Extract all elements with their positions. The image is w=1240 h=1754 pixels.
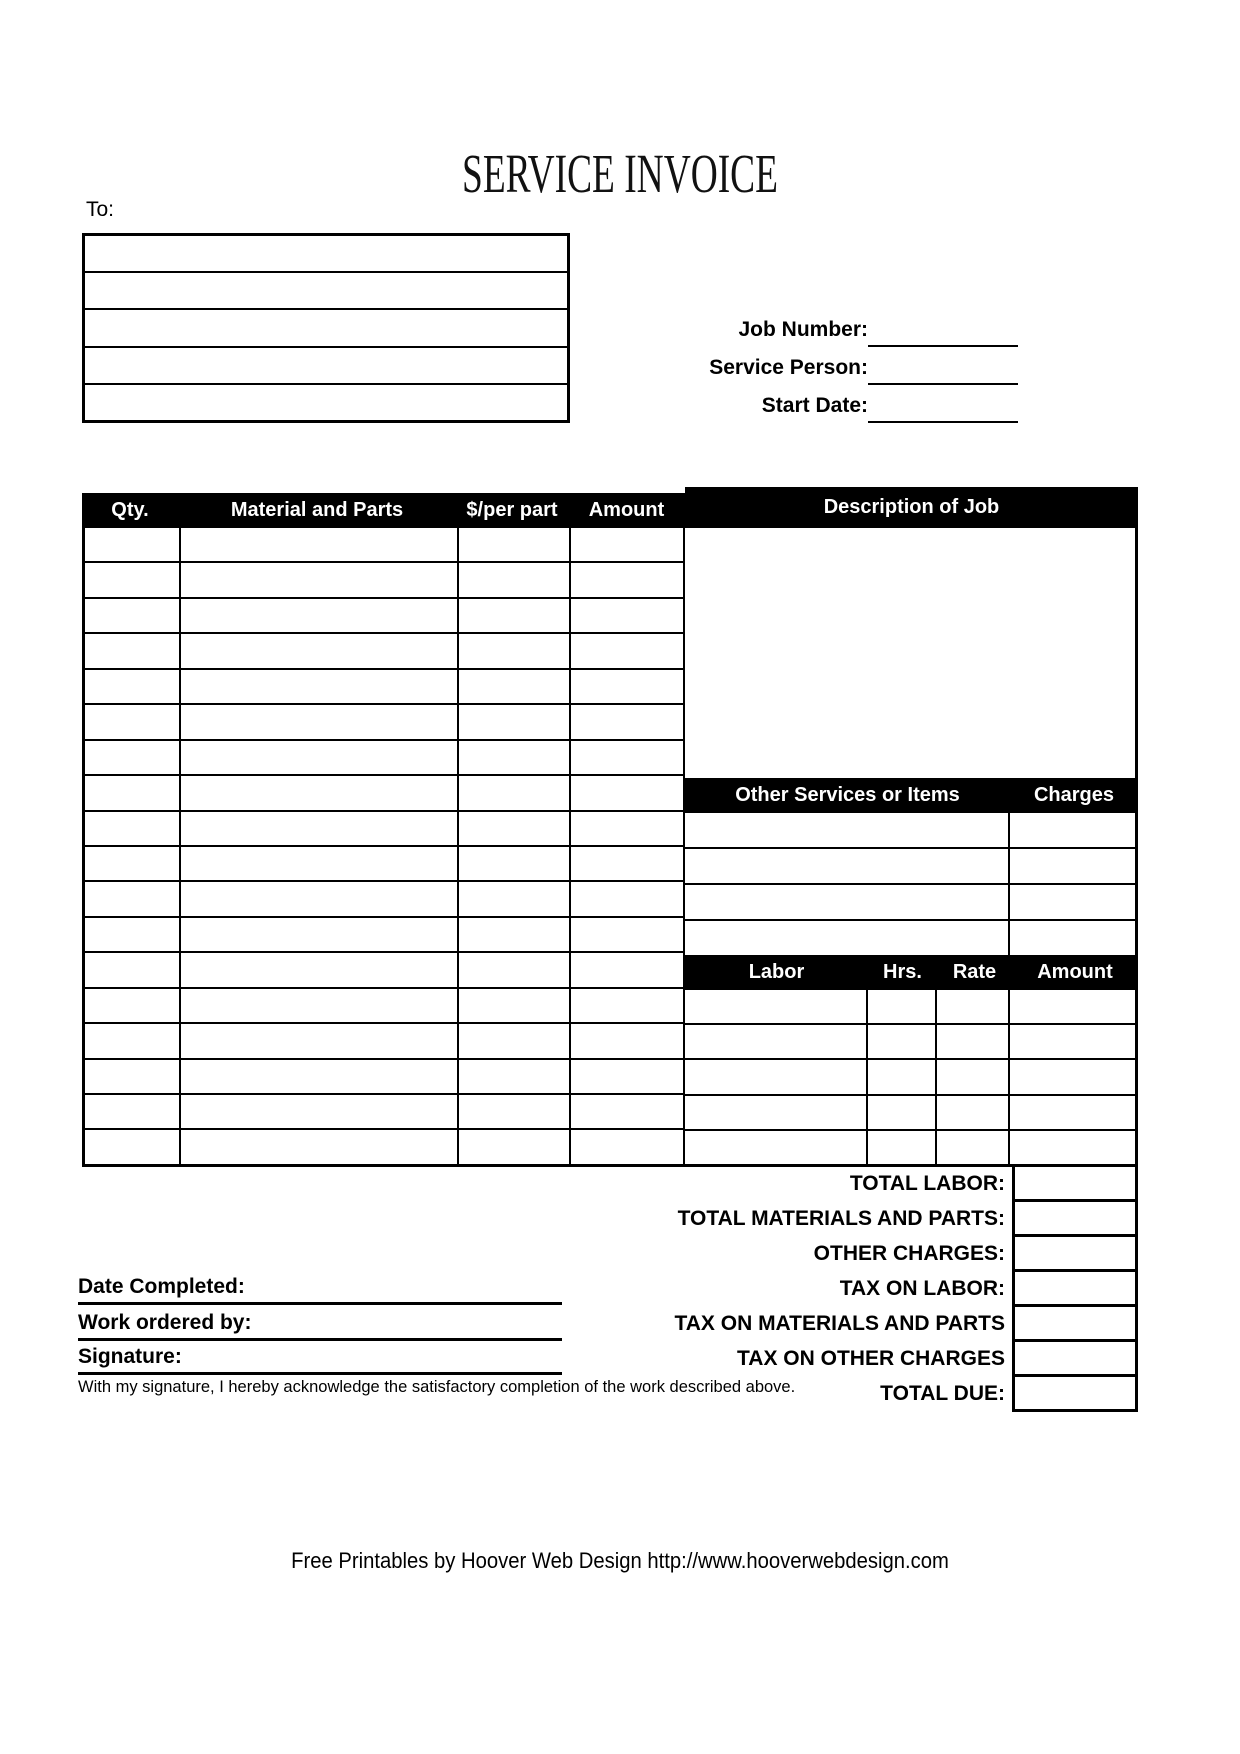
parts-cell-material[interactable] (181, 953, 459, 986)
tax-on-other-charges-box[interactable] (1012, 1342, 1138, 1377)
total-materials-row (400, 1202, 1138, 1237)
parts-cell-per-part[interactable] (459, 776, 571, 809)
parts-cell-amount[interactable] (571, 599, 683, 632)
labor-cell-rate[interactable] (937, 1025, 1010, 1058)
parts-cell-material[interactable] (181, 705, 459, 738)
start-date-label: Start Date: (761, 394, 868, 417)
to-address-row[interactable] (85, 271, 567, 308)
parts-cell-amount[interactable] (571, 670, 683, 703)
parts-cell-material[interactable] (181, 670, 459, 703)
parts-cell-qty[interactable] (85, 634, 181, 667)
parts-table-row (85, 774, 683, 809)
service-person-line[interactable] (868, 353, 1018, 385)
charges-label: Charges (1033, 784, 1115, 806)
parts-cell-material[interactable] (181, 1130, 459, 1163)
parts-table-header (82, 493, 685, 528)
parts-header-per-part: $/per part (466, 499, 558, 521)
parts-cell-amount[interactable] (571, 705, 683, 738)
total-due-box[interactable] (1012, 1377, 1138, 1412)
job-fields (600, 309, 1018, 423)
labor-cell-hrs[interactable] (868, 1060, 937, 1093)
labor-table-row (685, 1094, 1135, 1129)
labor-cell-labor[interactable] (685, 990, 868, 1023)
parts-table-row (85, 1058, 683, 1093)
parts-cell-qty[interactable] (85, 1060, 181, 1093)
parts-table-row (85, 987, 683, 1022)
parts-cell-qty[interactable] (85, 882, 181, 915)
labor-header-hrs: Hrs. (883, 961, 922, 983)
parts-cell-amount[interactable] (571, 1060, 683, 1093)
parts-cell-amount[interactable] (571, 812, 683, 845)
signature-disclaimer: With my signature, I hereby acknowledge the satisfactory completion of the work described above. (78, 1378, 796, 1396)
parts-table-body (82, 528, 685, 1167)
parts-table-row (85, 668, 683, 703)
to-address-row[interactable] (85, 383, 567, 420)
parts-cell-material[interactable] (181, 599, 459, 632)
labor-cell-hrs[interactable] (868, 1131, 937, 1164)
labor-cell-rate[interactable] (937, 1060, 1010, 1093)
total-materials-label: TOTAL MATERIALS AND PARTS: (677, 1207, 1005, 1230)
parts-cell-amount[interactable] (571, 882, 683, 915)
tax-on-labor-box[interactable] (1012, 1272, 1138, 1307)
parts-cell-qty[interactable] (85, 776, 181, 809)
labor-table-row (685, 990, 1135, 1023)
job-number-line[interactable] (868, 315, 1018, 347)
parts-cell-qty[interactable] (85, 528, 181, 561)
to-label: To: (86, 198, 115, 221)
parts-cell-per-part[interactable] (459, 634, 571, 667)
job-number-label: Job Number: (738, 318, 868, 341)
other-services-body (685, 813, 1138, 955)
start-date-line[interactable] (868, 391, 1018, 423)
parts-cell-amount[interactable] (571, 918, 683, 951)
other-charges-box[interactable] (1012, 1237, 1138, 1272)
parts-cell-material[interactable] (181, 1095, 459, 1128)
other-service-cell[interactable] (685, 885, 1010, 919)
parts-cell-per-part[interactable] (459, 918, 571, 951)
parts-cell-qty[interactable] (85, 1130, 181, 1163)
parts-table-row (85, 561, 683, 596)
labor-table-body (685, 990, 1138, 1167)
to-address-row[interactable] (85, 236, 567, 271)
parts-table-row (85, 916, 683, 951)
parts-table-row (85, 845, 683, 880)
labor-cell-labor[interactable] (685, 1096, 868, 1129)
labor-table-row (685, 1058, 1135, 1093)
labor-cell-amount[interactable] (1010, 1025, 1135, 1058)
service-person-label: Service Person: (709, 356, 868, 379)
parts-cell-per-part[interactable] (459, 1130, 571, 1163)
parts-cell-material[interactable] (181, 563, 459, 596)
other-service-cell[interactable] (685, 849, 1010, 883)
parts-cell-per-part[interactable] (459, 1024, 571, 1057)
parts-cell-per-part[interactable] (459, 847, 571, 880)
parts-cell-amount[interactable] (571, 953, 683, 986)
parts-cell-amount[interactable] (571, 989, 683, 1022)
parts-table-row (85, 810, 683, 845)
parts-table-row (85, 1093, 683, 1128)
other-service-cell[interactable] (685, 813, 1010, 847)
date-completed-label: Date Completed: (78, 1275, 245, 1298)
other-services-label: Other Services or Items (735, 784, 960, 806)
parts-header-qty: Qty. (111, 499, 149, 521)
parts-cell-material[interactable] (181, 1060, 459, 1093)
parts-table-row (85, 951, 683, 986)
parts-cell-qty[interactable] (85, 705, 181, 738)
other-charges-label: OTHER CHARGES: (813, 1242, 1005, 1265)
parts-table-row (85, 739, 683, 774)
labor-cell-labor[interactable] (685, 1131, 868, 1164)
labor-cell-rate[interactable] (937, 1131, 1010, 1164)
total-due-label: TOTAL DUE: (880, 1382, 1005, 1405)
parts-cell-qty[interactable] (85, 563, 181, 596)
work-ordered-by-field[interactable] (78, 1308, 562, 1341)
parts-table-row (85, 528, 683, 561)
parts-cell-amount[interactable] (571, 776, 683, 809)
other-services-row (685, 919, 1135, 955)
parts-cell-amount[interactable] (571, 1130, 683, 1163)
tax-on-materials-box[interactable] (1012, 1307, 1138, 1342)
other-services-row (685, 883, 1135, 919)
parts-cell-amount[interactable] (571, 634, 683, 667)
other-services-row (685, 813, 1135, 847)
labor-header-amount: Amount (1037, 961, 1113, 983)
labor-table-header (685, 955, 1138, 990)
page-title: SERVICE INVOICE (462, 143, 778, 204)
other-services-row (685, 847, 1135, 883)
parts-cell-material[interactable] (181, 776, 459, 809)
labor-cell-amount[interactable] (1010, 990, 1135, 1023)
parts-cell-per-part[interactable] (459, 741, 571, 774)
parts-cell-qty[interactable] (85, 741, 181, 774)
labor-cell-rate[interactable] (937, 1096, 1010, 1129)
parts-header-material: Material and Parts (230, 499, 404, 521)
parts-cell-material[interactable] (181, 882, 459, 915)
parts-cell-qty[interactable] (85, 1095, 181, 1128)
tax-on-labor-label: TAX ON LABOR: (839, 1277, 1005, 1300)
labor-table-row (685, 1023, 1135, 1058)
labor-cell-hrs[interactable] (868, 1025, 937, 1058)
parts-cell-per-part[interactable] (459, 670, 571, 703)
parts-cell-per-part[interactable] (459, 528, 571, 561)
parts-cell-per-part[interactable] (459, 563, 571, 596)
labor-cell-labor[interactable] (685, 1025, 868, 1058)
parts-table-row (85, 703, 683, 738)
parts-cell-per-part[interactable] (459, 953, 571, 986)
labor-header-labor: Labor (748, 961, 805, 983)
parts-cell-per-part[interactable] (459, 1095, 571, 1128)
parts-cell-qty[interactable] (85, 847, 181, 880)
date-completed-field[interactable] (78, 1272, 562, 1305)
total-labor-row (400, 1167, 1138, 1202)
labor-cell-hrs[interactable] (868, 1096, 937, 1129)
labor-cell-hrs[interactable] (868, 990, 937, 1023)
parts-cell-qty[interactable] (85, 953, 181, 986)
work-ordered-by-label: Work ordered by: (78, 1311, 252, 1334)
labor-cell-labor[interactable] (685, 1060, 868, 1093)
to-address-box (82, 233, 570, 423)
parts-cell-amount[interactable] (571, 563, 683, 596)
labor-cell-amount[interactable] (1010, 1096, 1135, 1129)
parts-table-row (85, 597, 683, 632)
to-address-row[interactable] (85, 346, 567, 383)
service-person-field (600, 347, 1018, 385)
parts-cell-qty[interactable] (85, 599, 181, 632)
total-labor-box[interactable] (1012, 1167, 1138, 1202)
parts-cell-per-part[interactable] (459, 812, 571, 845)
other-services-header (685, 778, 1138, 813)
parts-table-row (85, 880, 683, 915)
charge-cell[interactable] (1010, 813, 1135, 847)
parts-cell-qty[interactable] (85, 918, 181, 951)
parts-cell-per-part[interactable] (459, 705, 571, 738)
parts-cell-material[interactable] (181, 989, 459, 1022)
description-of-job-header (685, 487, 1138, 528)
parts-cell-per-part[interactable] (459, 1060, 571, 1093)
parts-cell-amount[interactable] (571, 741, 683, 774)
other-service-cell[interactable] (685, 921, 1010, 955)
charge-cell[interactable] (1010, 921, 1135, 955)
description-of-job-area[interactable] (685, 528, 1138, 778)
labor-cell-amount[interactable] (1010, 1131, 1135, 1164)
labor-table-row (685, 1129, 1135, 1164)
parts-table-row (85, 632, 683, 667)
total-materials-box[interactable] (1012, 1202, 1138, 1237)
parts-cell-qty[interactable] (85, 1024, 181, 1057)
parts-cell-material[interactable] (181, 1024, 459, 1057)
other-charges-row (400, 1237, 1138, 1272)
start-date-field (600, 385, 1018, 423)
parts-cell-amount[interactable] (571, 528, 683, 561)
parts-cell-material[interactable] (181, 741, 459, 774)
total-labor-label: TOTAL LABOR: (849, 1172, 1005, 1195)
parts-cell-per-part[interactable] (459, 599, 571, 632)
job-number-field (600, 309, 1018, 347)
labor-header-rate: Rate (952, 961, 997, 983)
parts-table-row (85, 1128, 683, 1163)
tax-on-materials-label: TAX ON MATERIALS AND PARTS (674, 1312, 1005, 1335)
parts-cell-per-part[interactable] (459, 882, 571, 915)
parts-cell-amount[interactable] (571, 847, 683, 880)
charge-cell[interactable] (1010, 849, 1135, 883)
parts-cell-amount[interactable] (571, 1095, 683, 1128)
to-address-row[interactable] (85, 308, 567, 345)
parts-cell-material[interactable] (181, 812, 459, 845)
labor-cell-rate[interactable] (937, 990, 1010, 1023)
footer-credit: Free Printables by Hoover Web Design http://www.hooverwebdesign.com (291, 1548, 949, 1573)
parts-header-amount: Amount (588, 499, 665, 521)
charge-cell[interactable] (1010, 885, 1135, 919)
parts-cell-material[interactable] (181, 918, 459, 951)
description-header-label: Description of Job (823, 496, 1000, 518)
parts-cell-material[interactable] (181, 847, 459, 880)
labor-cell-amount[interactable] (1010, 1060, 1135, 1093)
parts-cell-qty[interactable] (85, 989, 181, 1022)
parts-cell-material[interactable] (181, 528, 459, 561)
signature-label: Signature: (78, 1345, 182, 1368)
tax-on-other-charges-label: TAX ON OTHER CHARGES (737, 1347, 1005, 1370)
parts-cell-qty[interactable] (85, 670, 181, 703)
parts-table-row (85, 1022, 683, 1057)
parts-cell-material[interactable] (181, 634, 459, 667)
parts-cell-per-part[interactable] (459, 989, 571, 1022)
parts-cell-qty[interactable] (85, 812, 181, 845)
signature-field[interactable] (78, 1342, 562, 1375)
parts-cell-amount[interactable] (571, 1024, 683, 1057)
